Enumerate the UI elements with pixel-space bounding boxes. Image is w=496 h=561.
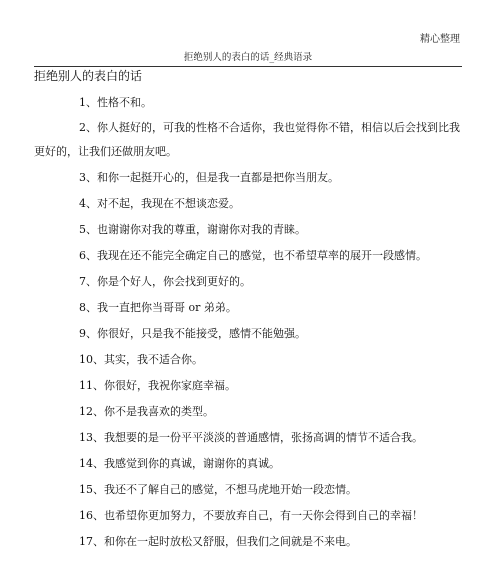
list-item: 2、你人挺好的，可我的性格不合适你，我也觉得你不错，相信以后会找到比我更好的，让我们还做朋友吧。 xyxy=(34,121,460,158)
corner-note: 精心整理 xyxy=(420,34,460,45)
list-item: 6、我现在还不能完全确定自己的感觉，也不希望草率的展开一段感情。 xyxy=(79,249,427,262)
list-item: 5、也谢谢你对我的尊重，谢谢你对我的青睐。 xyxy=(79,223,306,236)
list-item: 12、你不是我喜欢的类型。 xyxy=(79,405,214,418)
running-header: 拒绝别人的表白的话_经典语录 xyxy=(183,52,313,63)
list-item: 14、我感觉到你的真诚，谢谢你的真诚。 xyxy=(79,457,280,470)
header-rule xyxy=(34,66,462,67)
list-item: 1、性格不和。 xyxy=(79,96,152,109)
list-item: 15、我还不了解自己的感觉，不想马虎地开始一段恋情。 xyxy=(79,483,357,496)
document-title: 拒绝别人的表白的话 xyxy=(34,69,143,83)
list-item: 13、我想要的是一份平平淡淡的普通感情，张扬高调的情节不适合我。 xyxy=(79,431,423,444)
list-item: 17、和你在一起时放松又舒服，但我们之间就是不来电。 xyxy=(79,535,357,548)
list-item: 11、你很好，我祝你家庭幸福。 xyxy=(79,379,236,392)
list-item: 10、其实，我不适合你。 xyxy=(79,353,203,366)
list-item: 4、对不起，我现在不想谈恋爱。 xyxy=(79,197,240,210)
phrase-list xyxy=(34,95,464,560)
list-item: 9、你很好，只是我不能接受，感情不能勉强。 xyxy=(79,327,306,340)
list-item: 3、和你一起挺开心的，但是我一直都是把你当朋友。 xyxy=(79,171,339,184)
list-item: 8、我一直把你当哥哥 or 弟弟。 xyxy=(79,301,237,314)
list-item: 16、也希望你更加努力，不要放弃自己，有一天你会得到自己的幸福！ xyxy=(79,509,423,522)
list-item: 7、你是个好人，你会找到更好的。 xyxy=(79,275,251,288)
